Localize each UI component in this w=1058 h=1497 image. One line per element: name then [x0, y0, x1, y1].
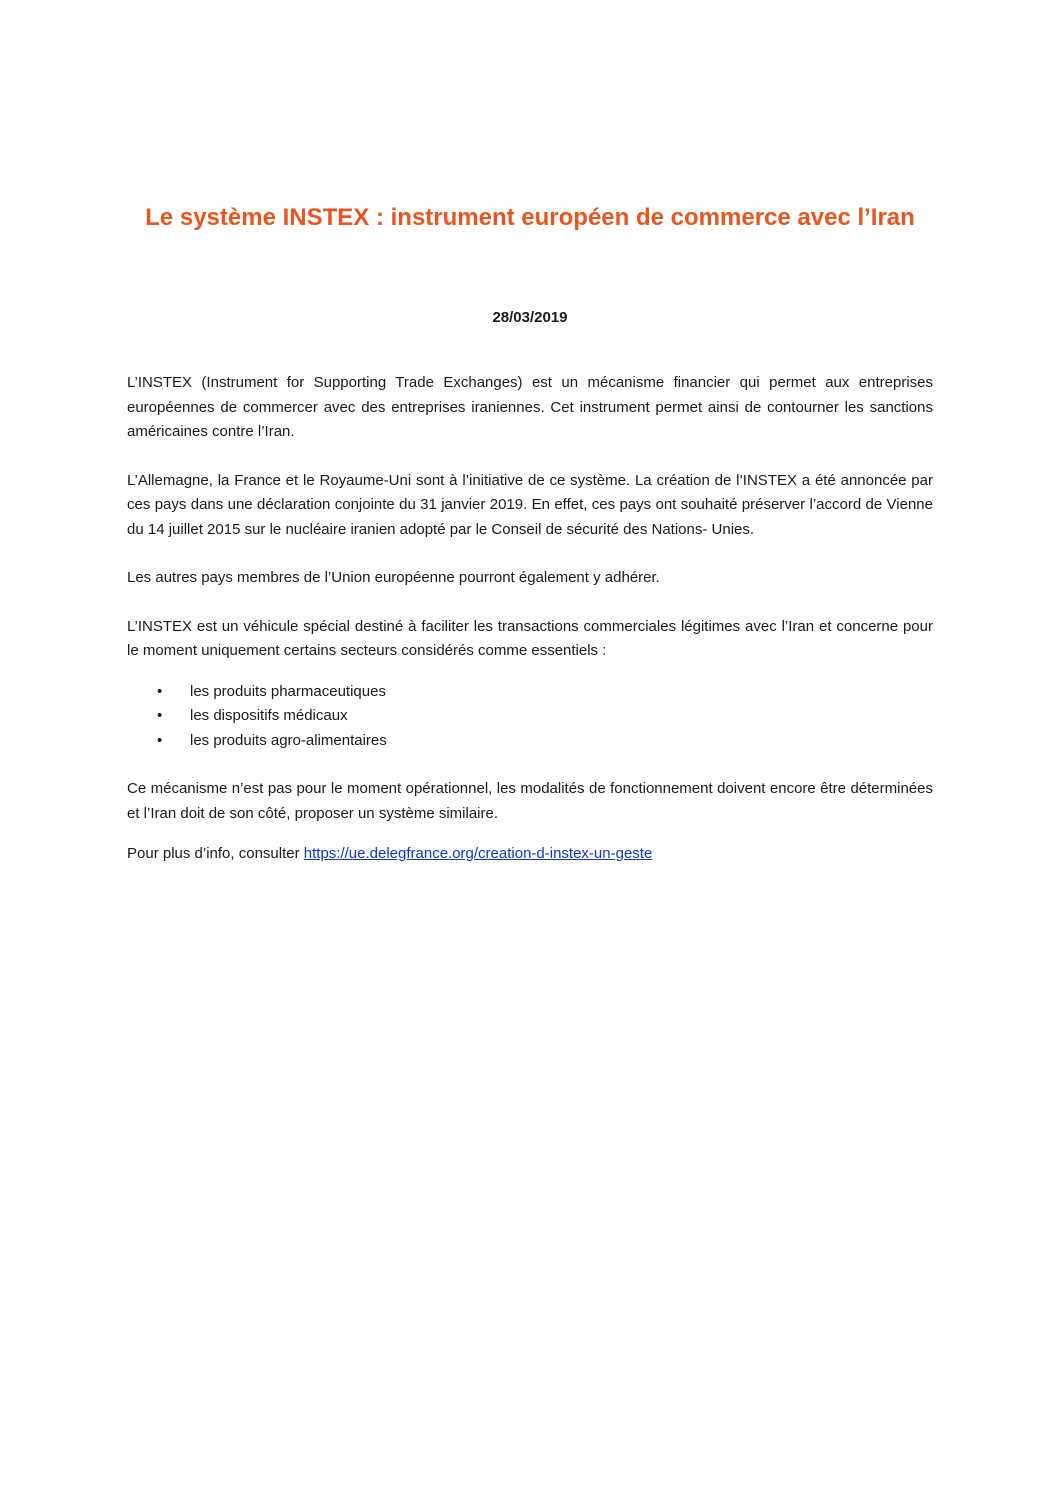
paragraph-intro: L’INSTEX (Instrument for Supporting Trade Exchanges) est un mécanisme financier qui permet aux entreprises européennes de commercer avec des entreprises iraniennes. Cet instrument permet ainsi de contourner les sanctions américaines contre l’Iran. — [127, 374, 933, 440]
list-item — [127, 729, 933, 754]
list-item-text: les produits pharmaceutiques — [190, 682, 386, 700]
paragraph-sectors: L’INSTEX est un véhicule spécial destiné à faciliter les transactions commerciales légitimes avec l’Iran et concerne pour le moment uniquement certains secteurs considérés comme essentiels : — [127, 617, 933, 659]
paragraph-more-info — [127, 842, 933, 867]
bullet-icon: • — [157, 731, 163, 749]
list-item — [127, 704, 933, 729]
document-title: Le système INSTEX : instrument européen de commerce avec l’Iran — [145, 204, 915, 231]
list-item — [127, 680, 933, 705]
list-item-text: les produits agro-alimentaires — [190, 731, 387, 749]
sectors-list — [127, 680, 933, 754]
paragraph-members: Les autres pays membres de l’Union européenne pourront également y adhérer. — [127, 569, 660, 586]
bullet-icon: • — [157, 682, 163, 700]
list-item-text: les dispositifs médicaux — [190, 707, 348, 724]
paragraph-origin: L’Allemagne, la France et le Royaume-Uni sont à l’initiative de ce système. La création de l’INSTEX a été annoncée par ces pays dans une déclaration conjointe du 31 janvier 2019. En effet, ces pays ont souhaité préserver l’accord de Vienne du 14 juillet 2015 sur le nucléaire iranien adopté par le Conseil de sécurité des Nations- Unies. — [127, 471, 933, 538]
more-info-prefix: Pour plus d’info, consulter — [127, 845, 304, 862]
more-info-link[interactable]: https://ue.delegfrance.org/creation-d-instex-un-geste — [303, 845, 653, 862]
bullet-icon: • — [157, 707, 163, 724]
paragraph-closing: Ce mécanisme n’est pas pour le moment opérationnel, les modalités de fonctionnement doivent encore être déterminées et l’Iran doit de son côté, proposer un système similaire. — [127, 780, 933, 822]
document-date: 28/03/2019 — [492, 309, 568, 326]
document-body — [127, 371, 933, 891]
